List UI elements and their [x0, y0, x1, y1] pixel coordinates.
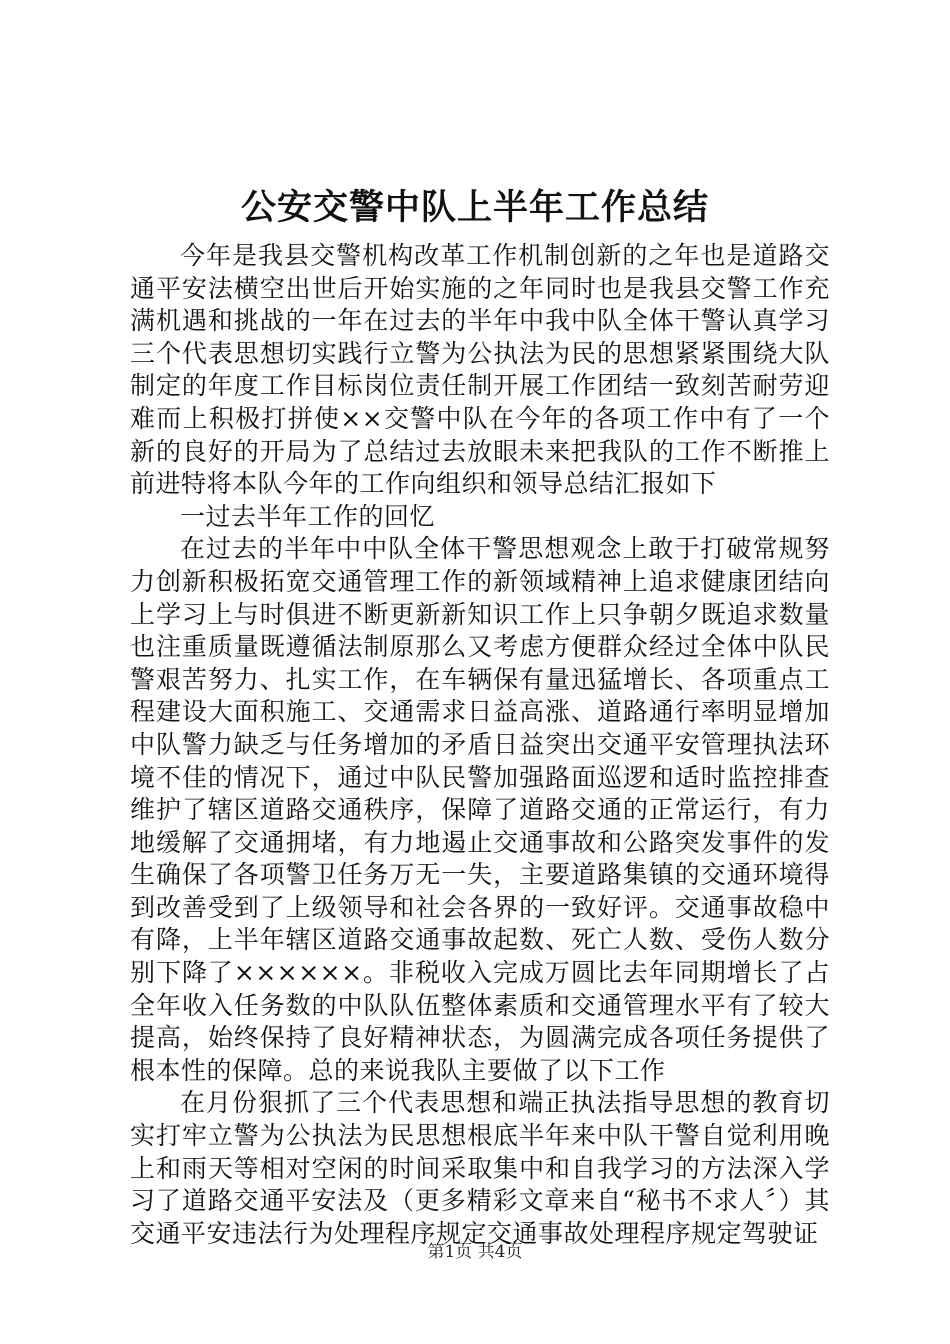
paragraph-education: 在月份狠抓了三个代表思想和端正执法指导思想的教育切实打牢立警为公执法为民思想根底半年来中队干警自觉利用晚上和雨天等相对空闲的时间采取集中和自我学习的方法深入学习了道路交通平安法及（更多精彩文章来自“秘书不求人〞）其交通平安违法行为处理程序规定交通事故处理程序规定驾驶证 [130, 1088, 830, 1248]
paragraph-intro: 今年是我县交警机构改革工作机制创新的之年也是道路交通平安法横空出世后开始实施的之年同时也是我县交警工作充满机遇和挑战的一年在过去的半年中我中队全体干警认真学习三个代表思想切实践行立警为公执法为民的思想紧紧围绕大队制定的年度工作目标岗位责任制开展工作团结一致刻苦耐劳迎难而上积极打拼使××交警中队在今年的各项工作中有了一个新的良好的开局为了总结过去放眼未来把我队的工作不断推上前进特将本队今年的工作向组织和领导总结汇报如下 [130, 241, 830, 499]
document-body [130, 240, 830, 1250]
paragraph-review: 在过去的半年中中队全体干警思想观念上敢于打破常规努力创新积极拓宽交通管理工作的新领域精神上追求健康团结向上学习上与时俱进不断更新新知识工作上只争朝夕既追求数量也注重质量既遵循法制原那么又考虑方便群众经过全体中队民警艰苦努力、扎实工作，在车辆保有量迅猛增长、各项重点工程建设大面积施工、交通需求日益高涨、道路通行率明显增加中队警力缺乏与任务增加的矛盾日益突出交通平安管理执法环境不佳的情况下，通过中队民警加强路面巡逻和适时监控排查维护了辖区道路交通秩序，保障了道路交通的正常运行，有力地缓解了交通拥堵，有力地遏止交通事故和公路突发事件的发生确保了各项警卫任务万无一失，主要道路集镇的交通环境得到改善受到了上级领导和社会各界的一致好评。交通事故稳中有降，上半年辖区道路交通事故起数、死亡人数、受伤人数分别下降了××××××。非税收入完成万圆比去年同期增长了占全年收入任务数的中队队伍整体素质和交通管理水平有了较大提高，始终保持了良好精神状态，为圆满完成各项任务提供了根本性的保障。总的来说我队主要做了以下工作 [130, 534, 830, 1085]
section-heading-review: 一过去半年工作的回忆 [180, 501, 436, 531]
page-number: 第1页 共4页 [427, 1242, 523, 1262]
document-title: 公安交警中队上半年工作总结 [240, 187, 709, 228]
